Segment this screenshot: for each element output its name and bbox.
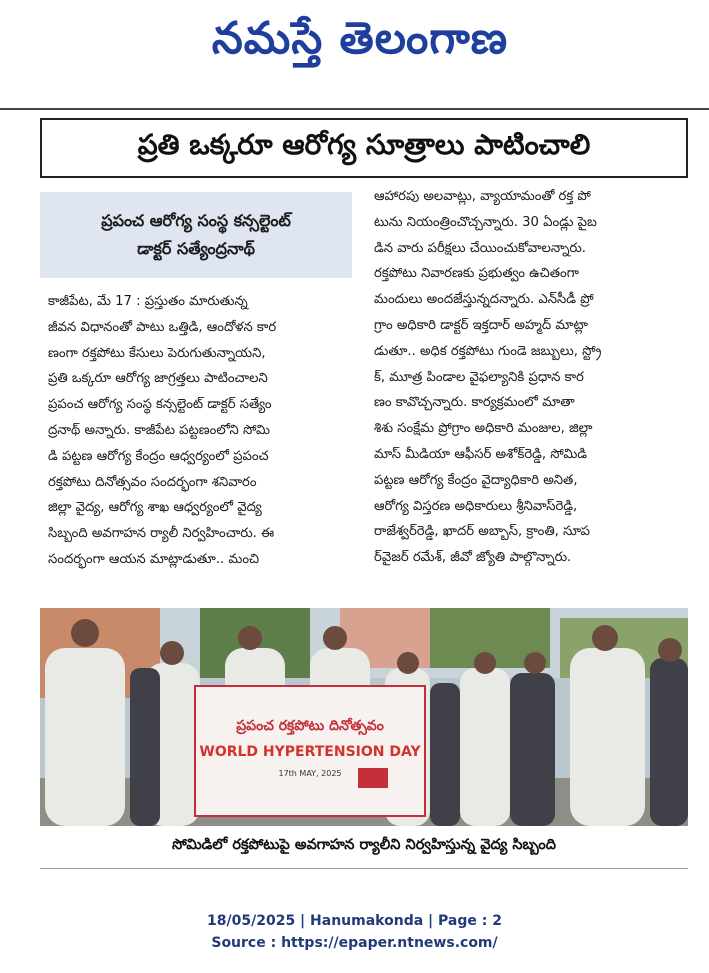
body-line: ణంగా రక్తపోటు కేసులు పెరుగుతున్నాయని, [48, 345, 266, 361]
body-line: సిబ్బంది అవగాహన ర్యాలీ నిర్వహించారు. ఈ [48, 526, 275, 542]
body-line: డిన వారు పరీక్షలు చేయించుకోవాలన్నారు. [374, 240, 586, 256]
body-line: కాజీపేట, మే 17 : ప్రస్తుతం మారుతున్న [48, 294, 248, 309]
headline-box [40, 118, 688, 178]
banner-title: WORLD HYPERTENSION DAY [199, 744, 421, 760]
photo-caption: సోమిడిలో రక్తపోటుపై అవగాహన ర్యాలీని నిర్వహిస్తున్న వైద్య సిబ్బంది [172, 837, 556, 853]
deck-line: ప్రపంచ ఆరోగ్య సంస్థ కన్సల్టెంట్ [101, 211, 291, 230]
body-line: శిశు సంక్షేమ ప్రోగ్రాం అధికారి మంజుల, జిల్లా [374, 421, 593, 437]
body-line: ప్రపంచ ఆరోగ్య సంస్థ కన్సల్టెంట్ డాక్టర్ సత్యేం [48, 397, 272, 413]
body-line: రాజేశ్వర్‌రెడ్డి, ఖాదర్ అబ్బాస్, క్రాంతి, సూప [374, 524, 591, 540]
body-line: ణం కావొచ్చన్నారు. కార్యక్రమంలో మాతా [374, 395, 575, 411]
banner-date: 17th MAY, 2025 [278, 769, 342, 778]
page-footer [0, 910, 709, 954]
body-line: ర్‌వైజర్ రమేశ్, జీవో జ్యోతి పాల్గొన్నారు. [374, 550, 572, 566]
body-line: టును నియంత్రించొచ్చన్నారు. 30 ఏండ్లు పైబ [374, 214, 597, 230]
body-line: డి పట్టణ ఆరోగ్య కేంద్రం ఆధ్వర్యంలో ప్రపంచ [48, 448, 269, 464]
article-column-left [48, 289, 350, 573]
body-line: సందర్భంగా ఆయన మాట్లాడుతూ.. మంచి [48, 551, 260, 567]
body-line: మాస్ మీడియా ఆఫీసర్ అశోక్‌రెడ్డి, సోమిడి [374, 446, 588, 462]
footer-date-edition: 18/05/2025 | Hanumakonda | Page : 2 [207, 913, 502, 929]
body-line: ద్రనాథ్ అన్నారు. కాజీపేట పట్టణంలోని సోమి [48, 422, 270, 438]
body-line: ప్రతి ఒక్కరూ ఆరోగ్య జాగ్రత్తలు పాటించాలని [48, 371, 268, 387]
masthead-logo [150, 14, 570, 74]
body-line: రక్తపోటు నివారణకు ప్రభుత్వం ఉచితంగా [374, 266, 579, 282]
footer-source: Source : https://epaper.ntnews.com/ [211, 935, 498, 951]
article-column-right [374, 184, 694, 571]
body-line: పట్టణ ఆరోగ్య కేంద్రం వైద్యాధికారి అనిత, [374, 472, 578, 488]
body-line: మందులు అందజేస్తున్నదన్నారు. ఎన్‌సీడీ ప్రో [374, 292, 594, 308]
masthead-title: నమస్తే తెలంగాణ [211, 13, 509, 64]
masthead-divider [0, 108, 709, 110]
banner-heading: ప్రపంచ రక్తపోటు దినోత్సవం [236, 718, 384, 734]
body-line: ఆరోగ్య విస్తరణ అధికారులు శ్రీనివాస్‌రెడ్డి, [374, 498, 578, 514]
body-line: డుతూ.. అధిక రక్తపోటు గుండె జబ్బులు, స్ట్రో [374, 343, 602, 359]
photo-caption-box [40, 830, 688, 864]
caption-divider [40, 868, 688, 869]
article-headline: ప్రతి ఒక్కరూ ఆరోగ్య సూత్రాలు పాటించాలి [137, 128, 591, 161]
body-line: క్, మూత్ర పిండాల వైఫల్యానికి ప్రధాన కార [374, 369, 584, 385]
body-line: గ్రాం అధికారి డాక్టర్ ఇక్తదార్ అహ్మద్ మాట్లా [374, 317, 588, 333]
rally-photo [40, 608, 688, 826]
body-line: ఆహారపు అలవాట్లు, వ్యాయామంతో రక్త పో [374, 189, 591, 204]
article-deck [40, 192, 352, 278]
body-line: జీవన విధానంతో పాటు ఒత్తిడి, ఆందోళన కార [48, 319, 277, 335]
body-line: రక్తపోటు దినోత్సవం సందర్భంగా శనివారం [48, 474, 257, 490]
body-line: జిల్లా వైద్య, ఆరోగ్య శాఖ ఆధ్వర్యంలో వైద్య [48, 500, 262, 516]
deck-line: డాక్టర్ సత్యేంద్రనాథ్ [137, 239, 255, 258]
